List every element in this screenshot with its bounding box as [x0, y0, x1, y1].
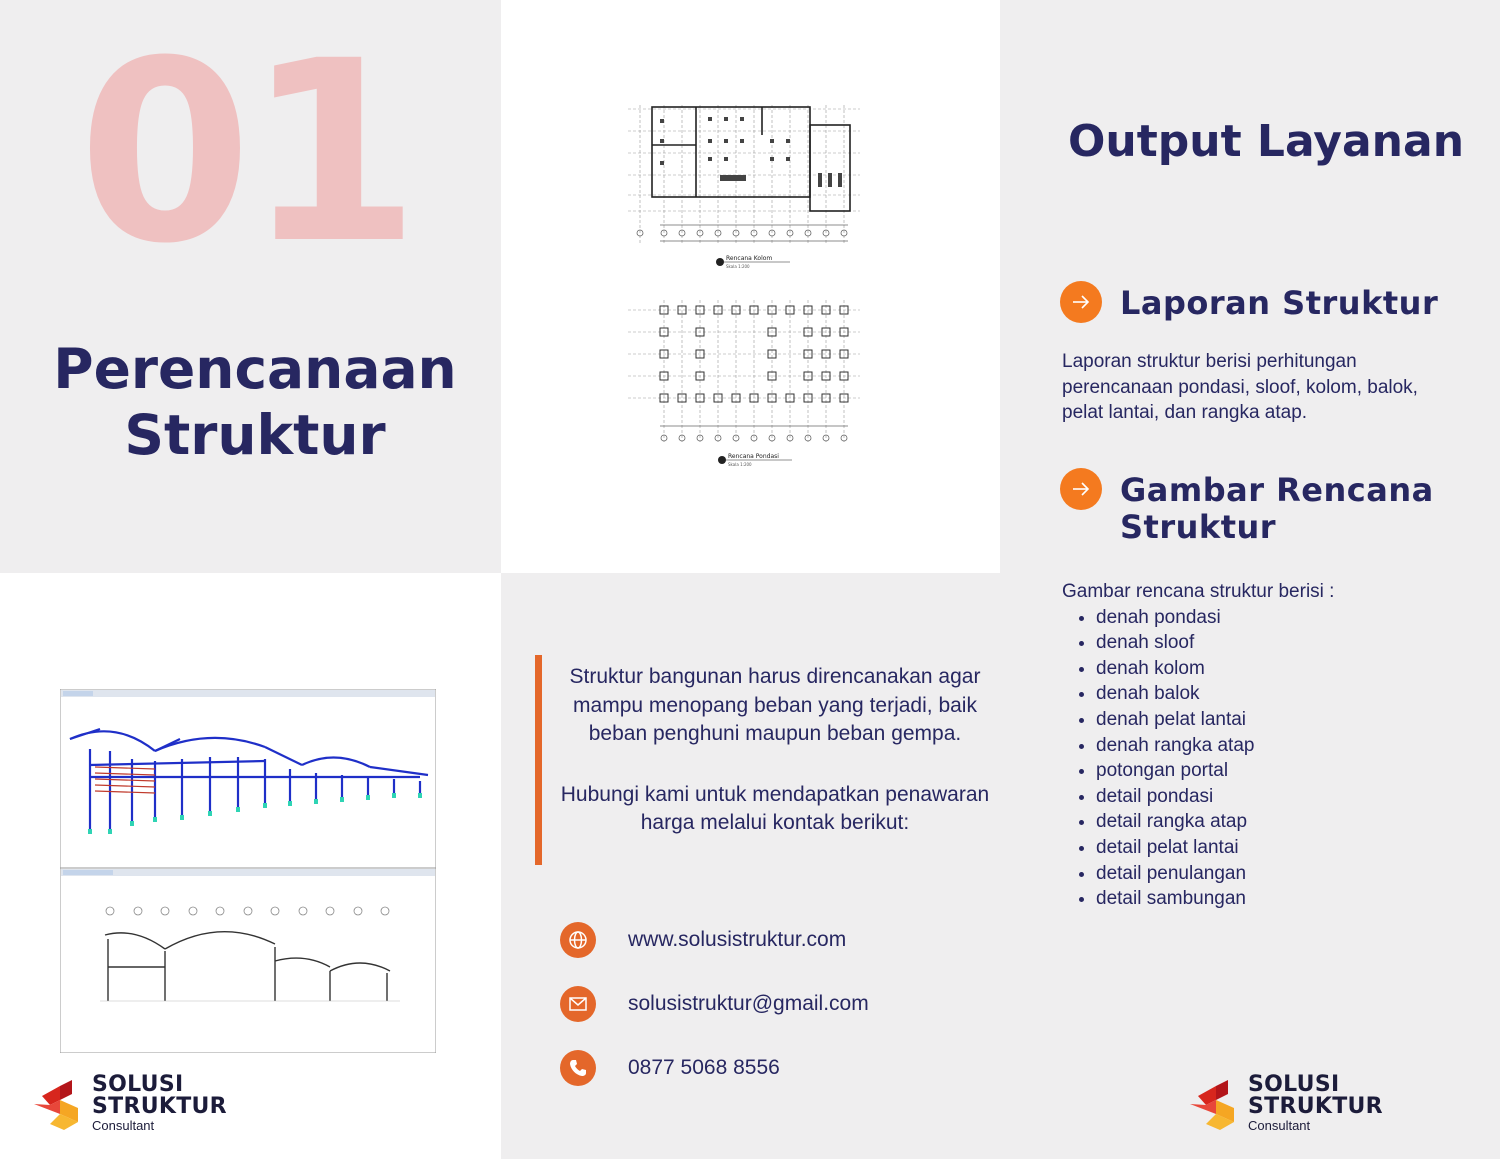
- page-title: [30, 336, 480, 468]
- list-item: • detail penulangan: [1096, 861, 1334, 887]
- page-title-line2: Struktur: [124, 403, 386, 467]
- section2-heading-line2: Struktur: [1120, 508, 1277, 546]
- foundation-plan-drawing: [620, 292, 865, 472]
- mail-icon: [560, 986, 596, 1022]
- list-item: • denah pondasi: [1096, 605, 1334, 631]
- page-title-line1: Perencanaan: [53, 337, 457, 401]
- contact-website[interactable]: [560, 922, 846, 958]
- column-plan-drawing: [620, 95, 865, 275]
- list-item: • detail pelat lantai: [1096, 835, 1334, 861]
- contact-phone[interactable]: [560, 1050, 780, 1086]
- logo-line1: SOLUSI: [92, 1072, 184, 1097]
- logo-mark-icon: [1188, 1074, 1244, 1134]
- section2-heading-line1: Gambar Rencana: [1120, 471, 1434, 509]
- logo-line1: SOLUSI: [1248, 1072, 1340, 1097]
- section1-text: Laporan struktur berisi perhitungan perencanaan pondasi, sloof, kolom, balok, pelat lantai, dan rangka atap.: [1062, 351, 1418, 423]
- plan1-scale: Skala 1:200: [726, 264, 750, 269]
- list-item: • denah kolom: [1096, 656, 1334, 682]
- plan1-caption: Rencana Kolom: [726, 255, 773, 262]
- section1-heading: Laporan Struktur: [1120, 284, 1439, 322]
- arrow-right-icon: [1060, 281, 1102, 323]
- company-logo: [32, 1074, 227, 1134]
- list-item: • detail rangka atap: [1096, 809, 1334, 835]
- section2-heading: [1120, 472, 1434, 546]
- company-logo: [1188, 1074, 1383, 1134]
- website-link[interactable]: www.solusistruktur.com: [628, 928, 847, 951]
- deliverables-intro: Gambar rencana struktur berisi :: [1062, 581, 1335, 602]
- list-item: • detail pondasi: [1096, 784, 1334, 810]
- list-item: • detail sambungan: [1096, 886, 1334, 912]
- list-item: • denah rangka atap: [1096, 733, 1334, 759]
- list-item: • denah sloof: [1096, 630, 1334, 656]
- output-title: Output Layanan: [1068, 116, 1465, 167]
- description-paragraph1: Struktur bangunan harus direncanakan agar mampu menopang beban yang terjadi, baik beban penghuni maupun beban gempa.: [569, 665, 981, 745]
- globe-icon: [560, 922, 596, 958]
- accent-bar: [535, 655, 542, 865]
- arrow-right-icon: [1060, 468, 1102, 510]
- logo-line3: Consultant: [92, 1118, 155, 1133]
- plan2-caption: Rencana Pondasi: [728, 453, 779, 460]
- top-middle-panel: [501, 0, 1000, 573]
- logo-mark-icon: [32, 1074, 88, 1134]
- list-item: • potongan portal: [1096, 758, 1334, 784]
- deliverables-list: [1062, 579, 1334, 912]
- phone-number[interactable]: 0877 5068 8556: [628, 1056, 780, 1079]
- structural-model-screenshot: [60, 689, 436, 1053]
- phone-icon: [560, 1050, 596, 1086]
- plan2-scale: Skala 1:200: [728, 462, 752, 467]
- logo-line2: STRUKTUR: [92, 1094, 227, 1119]
- logo-line3: Consultant: [1248, 1118, 1311, 1133]
- email-link[interactable]: solusistruktur@gmail.com: [628, 992, 869, 1015]
- list-item: • denah balok: [1096, 681, 1334, 707]
- description: [560, 663, 990, 838]
- section-number: 01: [78, 7, 414, 298]
- contact-email[interactable]: [560, 986, 869, 1022]
- logo-line2: STRUKTUR: [1248, 1094, 1383, 1119]
- list-item: • denah pelat lantai: [1096, 707, 1334, 733]
- description-paragraph2: Hubungi kami untuk mendapatkan penawaran harga melalui kontak berikut:: [560, 782, 990, 834]
